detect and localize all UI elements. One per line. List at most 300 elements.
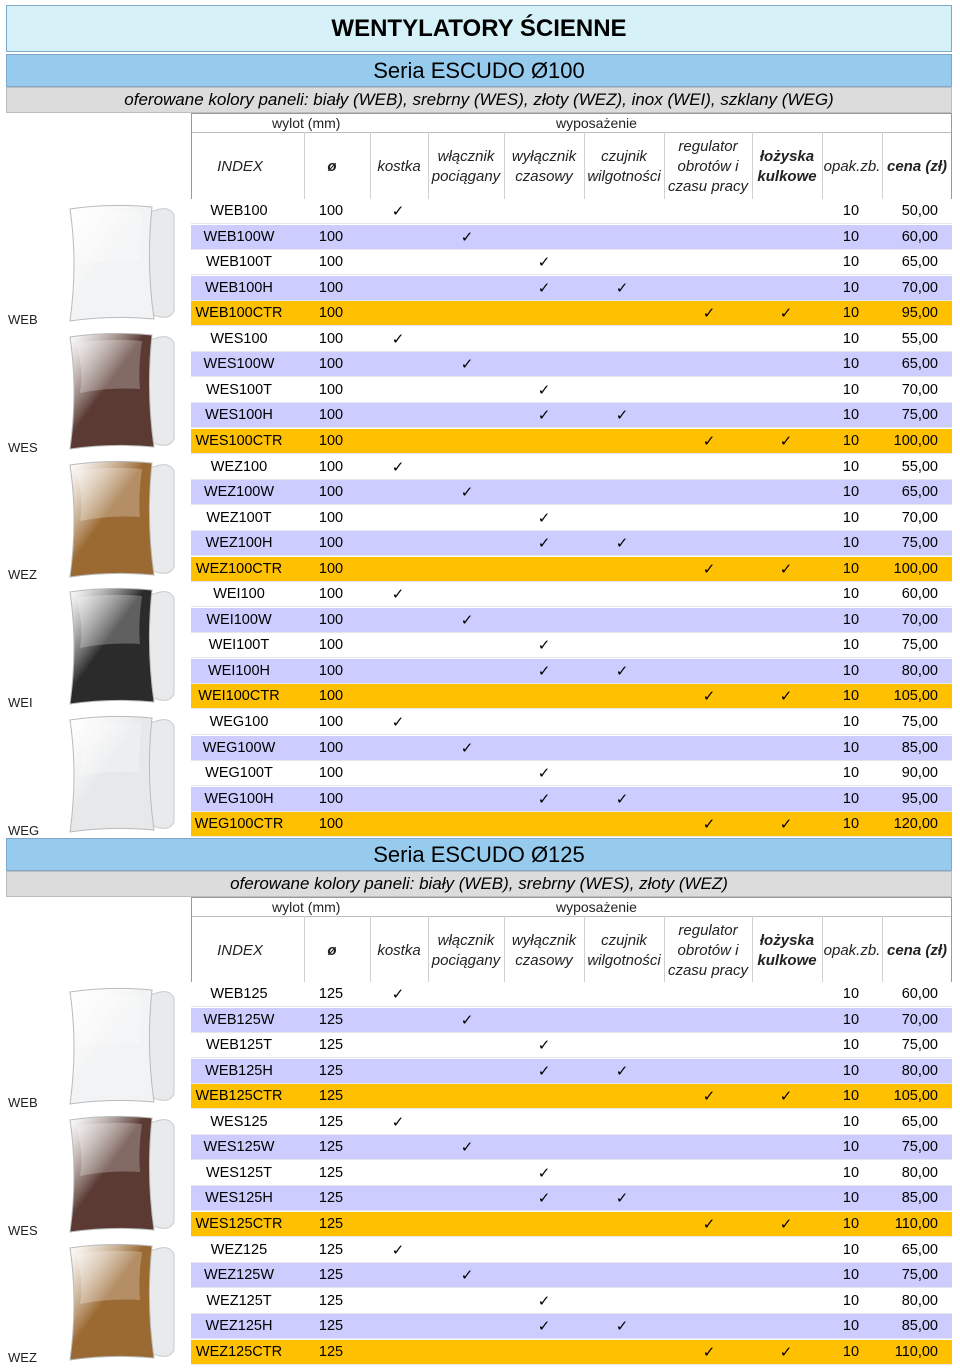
pack-quantity: 10 [842, 228, 860, 245]
header-column-line [504, 916, 505, 986]
outlet-diameter: 100 [318, 637, 344, 654]
column-header-line: pociągany [431, 168, 501, 185]
column-header-text [217, 157, 263, 177]
feature-check-wylacznik: ✓ [537, 254, 551, 272]
price: 75,00 [901, 637, 938, 654]
header-column-line [584, 916, 585, 986]
header-column-line [882, 132, 883, 202]
column-header-line: łożyska [759, 932, 815, 949]
pack-quantity: 10 [842, 1011, 860, 1028]
feature-check-lozyska: ✓ [779, 688, 793, 706]
table-row [191, 1263, 952, 1288]
outlet-diameter: 100 [318, 586, 344, 603]
silver-panel-fan-icon [40, 1112, 188, 1234]
group-code-label: WEB [8, 311, 38, 327]
outlet-diameter: 100 [318, 279, 344, 296]
feature-check-czujnik: ✓ [615, 1318, 629, 1336]
table-row [191, 1033, 952, 1058]
product-index: WEB100W [203, 228, 275, 245]
column-header-text [668, 921, 748, 981]
price: 80,00 [901, 1062, 938, 1079]
column-header-line: opak.zb. [823, 942, 881, 959]
header-outlet-group: wylot (mm) [272, 115, 341, 131]
price: 85,00 [901, 739, 938, 756]
panel-reflection [76, 723, 142, 776]
price: 70,00 [901, 611, 938, 628]
price: 65,00 [901, 1113, 938, 1130]
feature-check-wylacznik: ✓ [537, 509, 551, 527]
outlet-diameter: 100 [318, 356, 344, 373]
table-row [191, 429, 952, 454]
outlet-diameter: 100 [318, 688, 344, 705]
column-header-line: czasowy [515, 952, 573, 969]
outlet-diameter: 100 [318, 535, 344, 552]
pack-quantity: 10 [842, 203, 860, 219]
outlet-diameter: 100 [318, 330, 344, 347]
product-index: WEZ125W [203, 1267, 275, 1284]
column-header-line: czasu pracy [667, 962, 749, 979]
table-row [191, 480, 952, 505]
product-group-wes [0, 327, 960, 455]
outlet-diameter: 100 [318, 432, 344, 449]
price: 105,00 [893, 1088, 938, 1105]
header-equipment-group: wyposażenie [556, 115, 637, 131]
feature-check-wlacznik: ✓ [460, 356, 474, 374]
product-index: WEB125W [203, 1011, 275, 1028]
pack-quantity: 10 [842, 1343, 860, 1360]
group-code-label: WEZ [8, 1350, 37, 1366]
table-row [191, 736, 952, 761]
pack-quantity: 10 [842, 1292, 860, 1309]
column-header-kostka [370, 916, 428, 986]
price: 70,00 [901, 381, 938, 398]
white-panel-fan-icon [40, 984, 188, 1106]
column-header-czujnik [584, 916, 664, 986]
table-row [191, 199, 952, 224]
pack-quantity: 10 [842, 688, 860, 705]
outlet-diameter: 125 [318, 1113, 344, 1130]
header-column-line [664, 916, 665, 986]
feature-check-lozyska: ✓ [779, 1343, 793, 1361]
feature-check-wylacznik: ✓ [537, 279, 551, 297]
price: 100,00 [893, 560, 938, 577]
panel-colors-note: oferowane kolory paneli: biały (WEB), srebrny (WES), złoty (WEZ), inox (WEI), szklany (WEG) [6, 87, 952, 113]
outlet-diameter: 125 [318, 1215, 344, 1232]
feature-check-wylacznik: ✓ [537, 662, 551, 680]
column-header-diameter [304, 916, 360, 986]
price: 80,00 [901, 662, 938, 679]
feature-check-wylacznik: ✓ [537, 1164, 551, 1182]
feature-check-regulator: ✓ [702, 1343, 716, 1361]
feature-check-regulator: ✓ [702, 432, 716, 450]
table-row [191, 276, 952, 301]
column-header-wlacznik [428, 916, 504, 986]
outlet-diameter: 100 [318, 765, 344, 782]
price: 70,00 [901, 1011, 938, 1028]
outlet-diameter: 100 [318, 305, 344, 322]
column-header-line: opak.zb. [823, 158, 881, 175]
pack-quantity: 10 [842, 1190, 860, 1207]
table-row [191, 982, 952, 1007]
column-header-wlacznik [428, 132, 504, 202]
pack-quantity: 10 [842, 330, 860, 347]
price: 65,00 [901, 484, 938, 501]
feature-check-czujnik: ✓ [615, 790, 629, 808]
pack-quantity: 10 [842, 611, 860, 628]
pack-quantity: 10 [842, 1088, 860, 1105]
group-code-label: WEG [8, 822, 40, 838]
panel-reflection [76, 212, 142, 265]
header-column-line [822, 132, 823, 202]
product-index: WEZ100W [203, 484, 275, 501]
table-row [191, 225, 952, 250]
table-row [191, 1186, 952, 1211]
price: 70,00 [901, 279, 938, 296]
product-group-wez [0, 455, 960, 583]
column-header-text [217, 941, 263, 961]
price: 95,00 [901, 790, 938, 807]
price: 85,00 [901, 1190, 938, 1207]
price: 75,00 [901, 407, 938, 424]
column-header-line: obrotów i [677, 942, 739, 959]
column-header-line: cena (zł) [886, 158, 947, 175]
product-index: WES125 [210, 1113, 268, 1130]
price: 105,00 [893, 688, 938, 705]
product-index: WEB125 [210, 986, 268, 1002]
outlet-diameter: 125 [318, 1037, 344, 1054]
pack-quantity: 10 [842, 1267, 860, 1284]
pack-quantity: 10 [842, 790, 860, 807]
outlet-diameter: 125 [318, 1062, 344, 1079]
feature-check-wlacznik: ✓ [460, 1011, 474, 1029]
outlet-diameter: 125 [318, 1343, 344, 1360]
price: 55,00 [901, 458, 938, 475]
product-index: WEG100CTR [194, 816, 284, 833]
table-row [191, 1340, 952, 1365]
column-header-text [587, 147, 660, 187]
outlet-diameter: 125 [318, 1318, 344, 1335]
column-header-text [327, 157, 336, 177]
feature-check-lozyska: ✓ [779, 816, 793, 834]
feature-check-wylacznik: ✓ [537, 1190, 551, 1208]
feature-check-wylacznik: ✓ [537, 535, 551, 553]
outlet-diameter: 125 [318, 1292, 344, 1309]
gold-panel-fan-icon [40, 1240, 188, 1362]
outlet-diameter: 125 [318, 1267, 344, 1284]
product-index: WEB100CTR [195, 305, 283, 322]
product-group-wez [0, 1238, 960, 1366]
price: 65,00 [901, 254, 938, 271]
table-row [191, 1110, 952, 1135]
column-header-line: wilgotności [587, 952, 661, 969]
table-row [191, 633, 952, 658]
column-header-wylacznik [504, 132, 584, 202]
feature-check-wylacznik: ✓ [537, 765, 551, 783]
product-index: WEB100T [205, 254, 273, 271]
product-index: WES125W [203, 1139, 275, 1156]
table-row [191, 327, 952, 352]
column-header-line: obrotów i [677, 158, 739, 175]
feature-check-kostka: ✓ [391, 203, 405, 220]
outlet-diameter: 125 [318, 1139, 344, 1156]
feature-check-wlacznik: ✓ [460, 228, 474, 246]
product-index: WEI100CTR [198, 688, 280, 705]
feature-check-kostka: ✓ [391, 1241, 405, 1259]
column-header-text [512, 147, 576, 187]
column-header-line: INDEX [217, 942, 263, 959]
pack-quantity: 10 [842, 1113, 860, 1130]
header-column-line [584, 132, 585, 202]
column-header-regulator [664, 132, 752, 202]
column-header-line: ø [327, 942, 337, 959]
outlet-diameter: 100 [318, 381, 344, 398]
product-image [40, 329, 188, 451]
feature-check-wylacznik: ✓ [537, 1292, 551, 1310]
product-index: WEG100H [204, 790, 274, 807]
product-index: WES125CTR [195, 1215, 283, 1232]
price: 90,00 [901, 765, 938, 782]
feature-check-wlacznik: ✓ [460, 739, 474, 757]
column-header-line: ø [327, 158, 337, 175]
product-group-web [0, 199, 960, 327]
price: 60,00 [901, 228, 938, 245]
outlet-diameter: 100 [318, 560, 344, 577]
price: 100,00 [893, 432, 938, 449]
table-row [191, 1135, 952, 1160]
outlet-diameter: 100 [318, 228, 344, 245]
feature-check-lozyska: ✓ [779, 1215, 793, 1233]
table-row [191, 582, 952, 607]
series-title: Seria ESCUDO Ø100 [6, 54, 952, 87]
feature-check-czujnik: ✓ [615, 1190, 629, 1208]
product-index: WEB125T [205, 1037, 273, 1054]
price: 110,00 [894, 1215, 938, 1232]
column-header-diameter [304, 132, 360, 202]
panel-reflection [76, 995, 142, 1048]
outlet-diameter: 125 [318, 1088, 344, 1105]
table-row [191, 531, 952, 556]
product-image [40, 712, 188, 834]
column-header-text [824, 941, 881, 961]
outlet-diameter: 100 [318, 407, 344, 424]
product-index: WEZ100H [205, 535, 273, 552]
column-header-text [757, 931, 816, 971]
pack-quantity: 10 [842, 1215, 860, 1232]
panel-reflection [76, 595, 142, 648]
header-column-line [304, 916, 305, 986]
pack-quantity: 10 [842, 381, 860, 398]
outlet-diameter: 100 [318, 714, 344, 730]
gold-panel-fan-icon [40, 457, 188, 579]
header-equipment-group: wyposażenie [556, 899, 637, 915]
page-title: WENTYLATORY ŚCIENNE [6, 5, 952, 52]
product-index: WEB125H [205, 1062, 273, 1079]
price: 75,00 [901, 535, 938, 552]
table-row [191, 1161, 952, 1186]
feature-check-wylacznik: ✓ [537, 637, 551, 655]
pack-quantity: 10 [842, 356, 860, 373]
product-index: WEI100W [206, 611, 272, 628]
pack-quantity: 10 [842, 739, 860, 756]
outlet-diameter: 125 [318, 1241, 344, 1258]
product-group-web [0, 982, 960, 1110]
outlet-diameter: 125 [318, 1011, 344, 1028]
outlet-diameter: 100 [318, 662, 344, 679]
column-header-line: cena (zł) [886, 942, 947, 959]
column-header-line: wilgotności [587, 168, 661, 185]
header-column-line [752, 916, 753, 986]
column-header-text [512, 931, 576, 971]
glass-panel-fan-icon [40, 712, 188, 834]
feature-check-regulator: ✓ [702, 560, 716, 578]
column-header-text [757, 147, 816, 187]
column-header-line: włącznik [437, 932, 495, 949]
price: 75,00 [901, 1037, 938, 1054]
feature-check-wlacznik: ✓ [460, 1139, 474, 1157]
pack-quantity: 10 [842, 407, 860, 424]
header-outlet-group: wylot (mm) [272, 899, 341, 915]
pack-quantity: 10 [842, 305, 860, 322]
feature-check-czujnik: ✓ [615, 1062, 629, 1080]
product-image [40, 457, 188, 579]
feature-check-czujnik: ✓ [615, 662, 629, 680]
product-image [40, 1240, 188, 1362]
table-row [191, 812, 952, 837]
outlet-diameter: 100 [318, 484, 344, 501]
column-header-regulator [664, 916, 752, 986]
pack-quantity: 10 [842, 1241, 860, 1258]
table-row [191, 684, 952, 709]
product-index: WEI100H [207, 662, 271, 679]
table-row [191, 557, 952, 582]
feature-check-wylacznik: ✓ [537, 381, 551, 399]
price: 65,00 [901, 356, 938, 373]
product-index: WES100T [205, 381, 273, 398]
feature-check-wylacznik: ✓ [537, 1318, 551, 1336]
panel-reflection [76, 340, 142, 393]
column-header-czujnik [584, 132, 664, 202]
table-row [191, 659, 952, 684]
outlet-diameter: 100 [318, 254, 344, 271]
pack-quantity: 10 [842, 637, 860, 654]
pack-quantity: 10 [842, 484, 860, 501]
product-index: WES125T [205, 1164, 273, 1181]
product-image [40, 1112, 188, 1234]
feature-check-lozyska: ✓ [779, 1088, 793, 1106]
column-header-line: regulator [678, 138, 738, 155]
table-row [191, 608, 952, 633]
column-header-kostka [370, 132, 428, 202]
pack-quantity: 10 [842, 1037, 860, 1054]
outlet-diameter: 100 [318, 203, 344, 219]
feature-check-czujnik: ✓ [615, 535, 629, 553]
product-index: WEZ125T [206, 1292, 272, 1309]
table-row [191, 1084, 952, 1109]
price: 55,00 [901, 330, 938, 347]
column-header-line: regulator [678, 922, 738, 939]
product-index: WEB100 [210, 203, 268, 219]
table-row [191, 1238, 952, 1263]
product-index: WES100 [210, 330, 268, 347]
table-row [191, 352, 952, 377]
pack-quantity: 10 [842, 1318, 860, 1335]
product-index: WEB125CTR [195, 1088, 283, 1105]
header-column-line [504, 132, 505, 202]
outlet-diameter: 125 [318, 1190, 344, 1207]
feature-check-wlacznik: ✓ [460, 1267, 474, 1285]
price: 110,00 [894, 1343, 938, 1360]
table-row [191, 1212, 952, 1237]
product-index: WEZ100CTR [195, 560, 283, 577]
column-header-text [668, 137, 748, 197]
product-group-weg [0, 710, 960, 838]
pack-quantity: 10 [842, 586, 860, 603]
column-header-text [432, 931, 500, 971]
pack-quantity: 10 [842, 714, 860, 730]
product-image [40, 984, 188, 1106]
price: 60,00 [901, 986, 938, 1002]
column-header-lozyska [752, 132, 822, 202]
table-row [191, 506, 952, 531]
feature-check-wylacznik: ✓ [537, 1062, 551, 1080]
feature-check-kostka: ✓ [391, 1113, 405, 1131]
product-image [40, 201, 188, 323]
table-row [191, 1008, 952, 1033]
column-header-text [887, 157, 947, 177]
column-header-text [327, 941, 336, 961]
feature-check-wylacznik: ✓ [537, 1037, 551, 1055]
feature-check-kostka: ✓ [391, 330, 405, 348]
price: 65,00 [901, 1241, 938, 1258]
feature-check-wylacznik: ✓ [537, 407, 551, 425]
group-code-label: WEI [8, 695, 33, 710]
pack-quantity: 10 [842, 1062, 860, 1079]
header-column-line [882, 916, 883, 986]
product-group-wei [0, 582, 960, 710]
feature-check-regulator: ✓ [702, 305, 716, 323]
column-header-line: INDEX [217, 158, 263, 175]
panel-reflection [76, 467, 142, 520]
price: 60,00 [901, 586, 938, 603]
feature-check-kostka: ✓ [391, 714, 405, 731]
outlet-diameter: 100 [318, 611, 344, 628]
inox-panel-fan-icon [40, 584, 188, 706]
product-index: WEZ100T [206, 509, 272, 526]
pack-quantity: 10 [842, 458, 860, 475]
table-header [191, 113, 952, 201]
table-row [191, 787, 952, 812]
table-row [191, 761, 952, 786]
product-index: WES100H [205, 407, 273, 424]
pack-quantity: 10 [842, 254, 860, 271]
column-header-text [432, 147, 500, 187]
product-index: WES100W [203, 356, 275, 373]
table-row [191, 710, 952, 735]
header-column-line [428, 132, 429, 202]
column-header-index [192, 132, 288, 202]
column-header-line: pociągany [431, 952, 501, 969]
white-panel-fan-icon [40, 201, 188, 323]
column-header-line: włącznik [437, 148, 495, 165]
table-header [191, 897, 952, 985]
column-header-text [587, 931, 660, 971]
table-row [191, 250, 952, 275]
feature-check-lozyska: ✓ [779, 305, 793, 323]
feature-check-wlacznik: ✓ [460, 484, 474, 502]
pack-quantity: 10 [842, 560, 860, 577]
header-column-line [664, 132, 665, 202]
feature-check-kostka: ✓ [391, 586, 405, 604]
